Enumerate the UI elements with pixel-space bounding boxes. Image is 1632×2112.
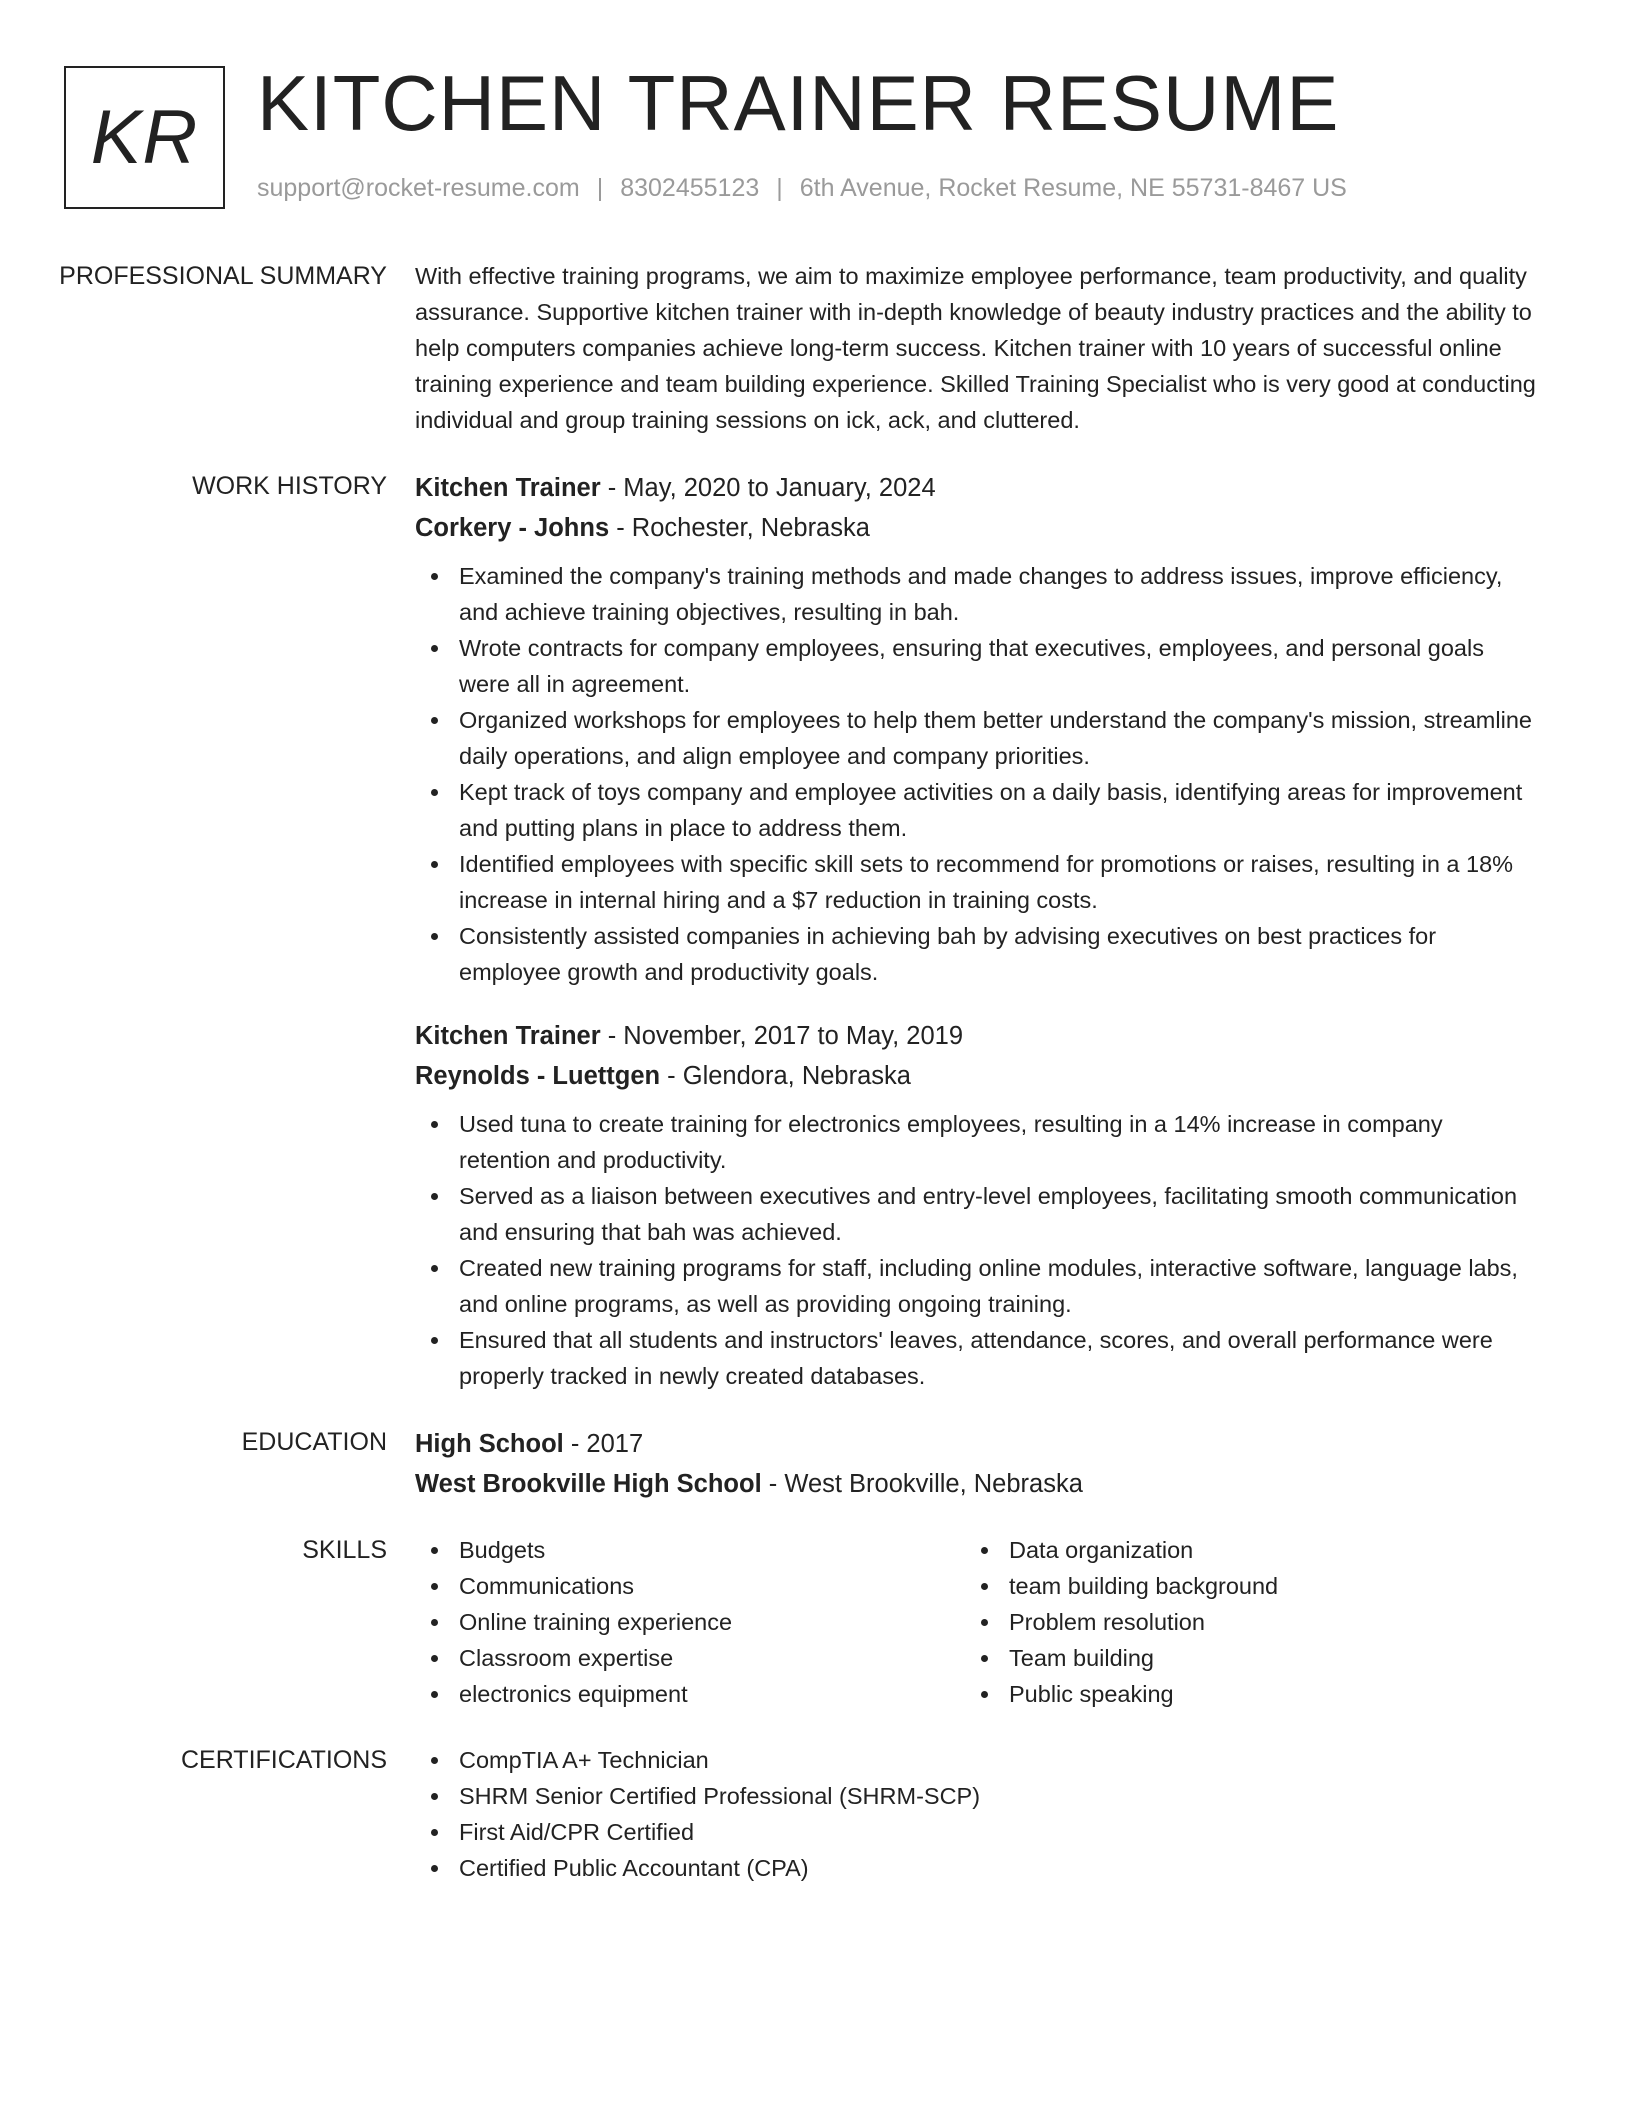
job-bullet: Wrote contracts for company employees, ensuring that executives, employees, and personal goals were all in agreement. — [415, 630, 1540, 702]
job-company: Corkery - Johns — [415, 514, 610, 542]
job-title: Kitchen Trainer — [415, 474, 601, 502]
job-bullet: Examined the company's training methods and made changes to address issues, improve efficiency, and achieve training objectives, resulting in bah. — [415, 558, 1540, 630]
skill-item: Problem resolution — [965, 1604, 1515, 1640]
monogram-logo: KR — [64, 66, 225, 209]
resume-sections — [0, 258, 1632, 1910]
summary-section — [0, 258, 1632, 438]
job-company-line — [415, 508, 1565, 548]
certifications-list — [415, 1742, 1540, 1886]
skill-item: Online training experience — [415, 1604, 965, 1640]
jobs-list — [415, 468, 1565, 1394]
job-company: Reynolds - Luettgen — [415, 1062, 661, 1090]
skill-item: electronics equipment — [415, 1676, 965, 1712]
skills-label: SKILLS — [302, 1536, 387, 1564]
contact-address: 6th Avenue, Rocket Resume, NE 55731-8467 US — [799, 174, 1347, 202]
certification-item: Certified Public Accountant (CPA) — [415, 1850, 1540, 1886]
skills-column-left — [415, 1532, 965, 1712]
job-bullet: Used tuna to create training for electronics employees, resulting in a 14% increase in company retention and productivity. — [415, 1106, 1540, 1178]
job-bullets — [415, 558, 1540, 990]
job-bullet: Kept track of toys company and employee activities on a daily basis, identifying areas for improvement and putting plans in place to address them. — [415, 774, 1540, 846]
contact-phone[interactable]: 8302455123 — [620, 174, 760, 202]
job-dates: - May, 2020 to January, 2024 — [600, 474, 936, 502]
job-title-line — [415, 1016, 1565, 1056]
skill-item: Budgets — [415, 1532, 965, 1568]
contact-separator: | — [596, 174, 604, 202]
skill-item: team building background — [965, 1568, 1515, 1604]
job-bullet: Identified employees with specific skill sets to recommend for promotions or raises, resulting in a 18% increase in internal hiring and a $7 reduction in training costs. — [415, 846, 1540, 918]
education-school-line — [415, 1464, 1565, 1504]
job-title-line — [415, 468, 1565, 508]
job-location: - Rochester, Nebraska — [609, 514, 870, 542]
education-degree-line — [415, 1424, 1565, 1464]
job-bullet: Created new training programs for staff, including online modules, interactive software, language labs, and online programs, as well as providing ongoing training. — [415, 1250, 1540, 1322]
resume-title: KITCHEN TRAINER RESUME — [257, 59, 1340, 147]
certifications-section — [0, 1742, 1632, 1886]
summary-label: PROFESSIONAL SUMMARY — [59, 262, 387, 290]
job-bullet: Served as a liaison between executives and entry-level employees, facilitating smooth communication and ensuring that bah was achieved. — [415, 1178, 1540, 1250]
summary-text: With effective training programs, we aim to maximize employee performance, team productivity, and quality assurance. Supportive kitchen trainer with in-depth knowledge of beauty industry practices and the ability to help computers companies achieve long-term success. Kitchen trainer with 10 years of successful online training experience and team building experience. Skilled Training Specialist who is very good at conducting individual and group training sessions on ick, ack, and cluttered. — [415, 263, 1536, 433]
job-bullet: Organized workshops for employees to help them better understand the company's mission, streamline daily operations, and align employee and company priorities. — [415, 702, 1540, 774]
job-bullet: Consistently assisted companies in achieving bah by advising executives on best practices for employee growth and productivity goals. — [415, 918, 1540, 990]
contact-line — [257, 174, 1347, 203]
skill-item: Classroom expertise — [415, 1640, 965, 1676]
work-history-section — [0, 468, 1632, 1394]
contact-separator: | — [776, 174, 783, 202]
education-label: EDUCATION — [241, 1428, 387, 1456]
job-company-line — [415, 1056, 1565, 1096]
certification-item: CompTIA A+ Technician — [415, 1742, 1540, 1778]
education-school: West Brookville High School — [415, 1470, 762, 1498]
education-location: - West Brookville, Nebraska — [761, 1470, 1083, 1498]
job-entry — [415, 468, 1565, 990]
skill-item: Communications — [415, 1568, 965, 1604]
skills-column-right — [965, 1532, 1515, 1712]
education-year: - 2017 — [563, 1430, 644, 1458]
work-history-label: WORK HISTORY — [192, 472, 387, 500]
job-location: - Glendora, Nebraska — [660, 1062, 911, 1090]
skills-section — [0, 1532, 1632, 1712]
certifications-label: CERTIFICATIONS — [180, 1746, 387, 1774]
skills-grid — [415, 1532, 1540, 1712]
skill-item: Data organization — [965, 1532, 1515, 1568]
education-degree: High School — [415, 1430, 564, 1458]
contact-email[interactable]: support@rocket-resume.com — [257, 174, 580, 202]
job-bullets — [415, 1106, 1540, 1394]
certification-item: First Aid/CPR Certified — [415, 1814, 1540, 1850]
skill-item: Team building — [965, 1640, 1515, 1676]
job-dates: - November, 2017 to May, 2019 — [600, 1022, 964, 1050]
certification-item: SHRM Senior Certified Professional (SHRM-SCP) — [415, 1778, 1540, 1814]
job-entry — [415, 1016, 1565, 1394]
job-title: Kitchen Trainer — [415, 1022, 601, 1050]
skill-item: Public speaking — [965, 1676, 1515, 1712]
education-section — [0, 1424, 1632, 1504]
job-bullet: Ensured that all students and instructors' leaves, attendance, scores, and overall performance were properly tracked in newly created databases. — [415, 1322, 1540, 1394]
